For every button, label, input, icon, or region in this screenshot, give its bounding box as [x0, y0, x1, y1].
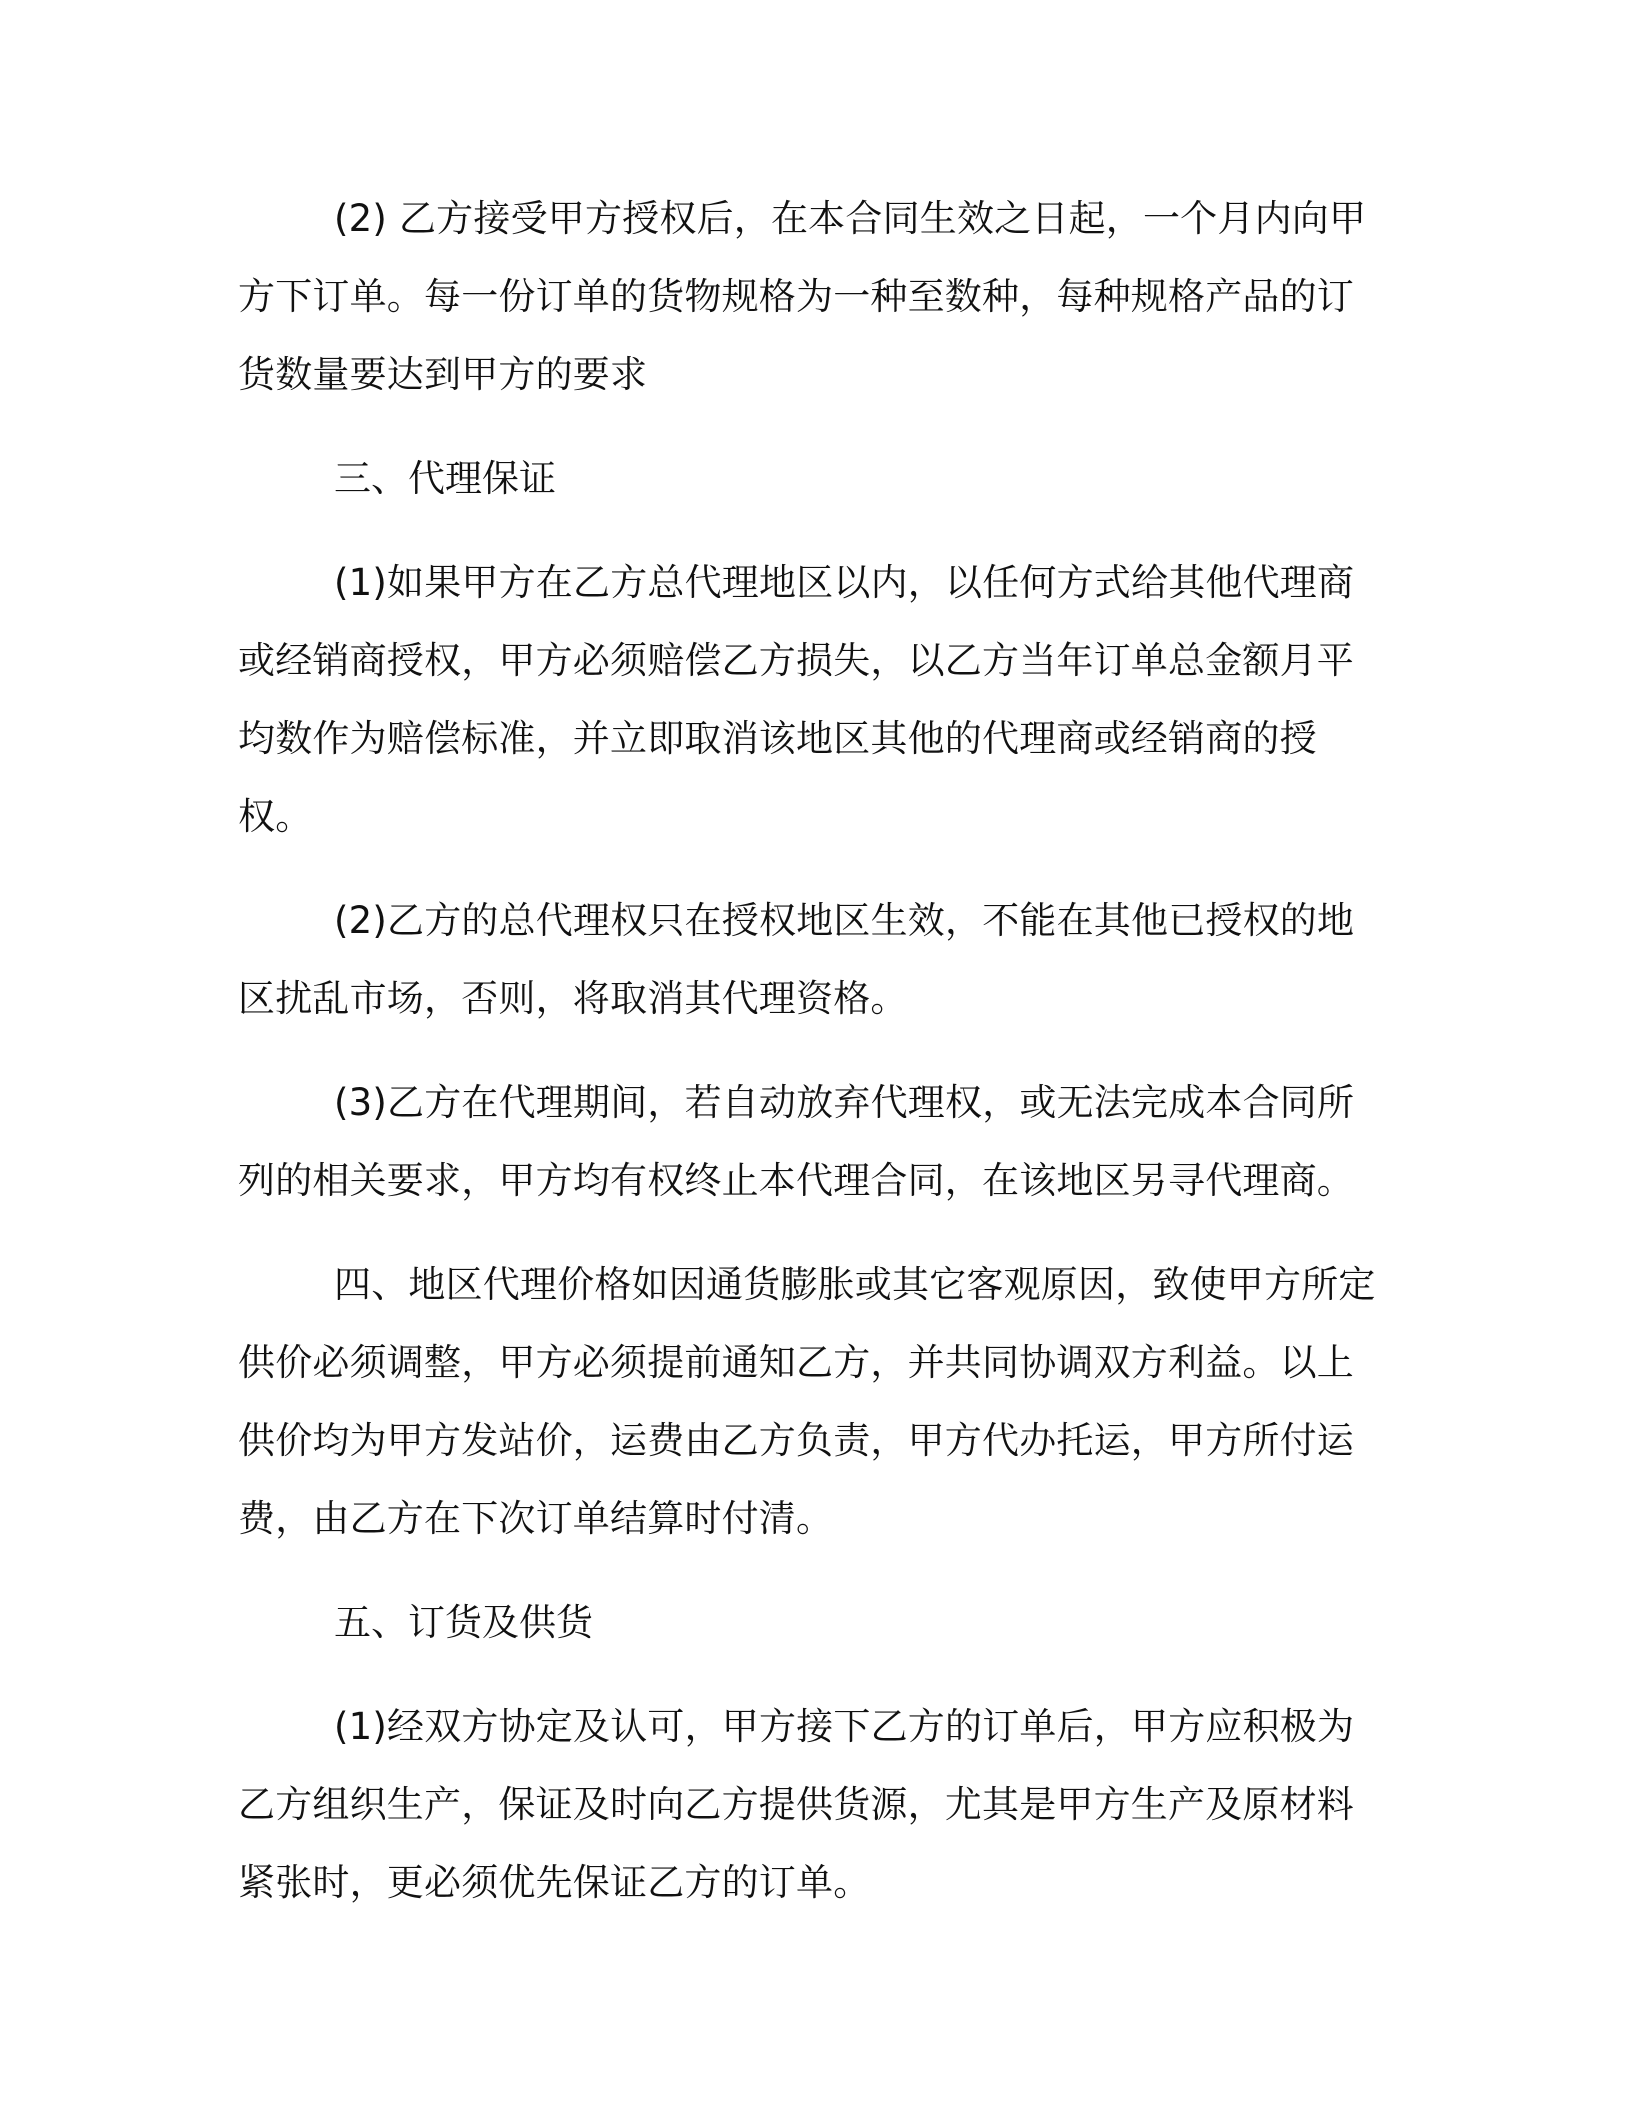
document-body: [238, 180, 1388, 1922]
section-heading-agency-guarantee: 三、代理保证: [334, 457, 556, 500]
paragraph-price-adjustment: 四、地区代理价格如因通货膨胀或其它客观原因，致使甲方所定供价必须调整，甲方必须提前通知乙方，并共同协调双方利益。以上供价均为甲方发站价，运费由乙方负责，甲方代办托运，甲方所付运费，由乙方在下次订单结算时付清。: [238, 1263, 1376, 1540]
paragraph-order-requirements: (2) 乙方接受甲方授权后，在本合同生效之日起，一个月内向甲方下订单。每一份订单的货物规格为一种至数种，每种规格产品的订货数量要达到甲方的要求: [238, 197, 1367, 396]
paragraph-territory-limitation: (2)乙方的总代理权只在授权地区生效，不能在其他已授权的地区扰乱市场，否则，将取消其代理资格。: [238, 899, 1355, 1020]
paragraph-supply-priority: (1)经双方协定及认可，甲方接下乙方的订单后，甲方应积极为乙方组织生产，保证及时向乙方提供货源，尤其是甲方生产及原材料紧张时，更必须优先保证乙方的订单。: [238, 1705, 1355, 1904]
paragraph-exclusive-territory-compensation: (1)如果甲方在乙方总代理地区以内，以任何方式给其他代理商或经销商授权，甲方必须赔偿乙方损失，以乙方当年订单总金额月平均数作为赔偿标准，并立即取消该地区其他的代理商或经销商的授权。: [238, 561, 1355, 838]
paragraph-termination-rights: (3)乙方在代理期间，若自动放弃代理权，或无法完成本合同所列的相关要求，甲方均有权终止本代理合同，在该地区另寻代理商。: [238, 1081, 1355, 1202]
section-heading-ordering-supply: 五、订货及供货: [334, 1601, 593, 1644]
